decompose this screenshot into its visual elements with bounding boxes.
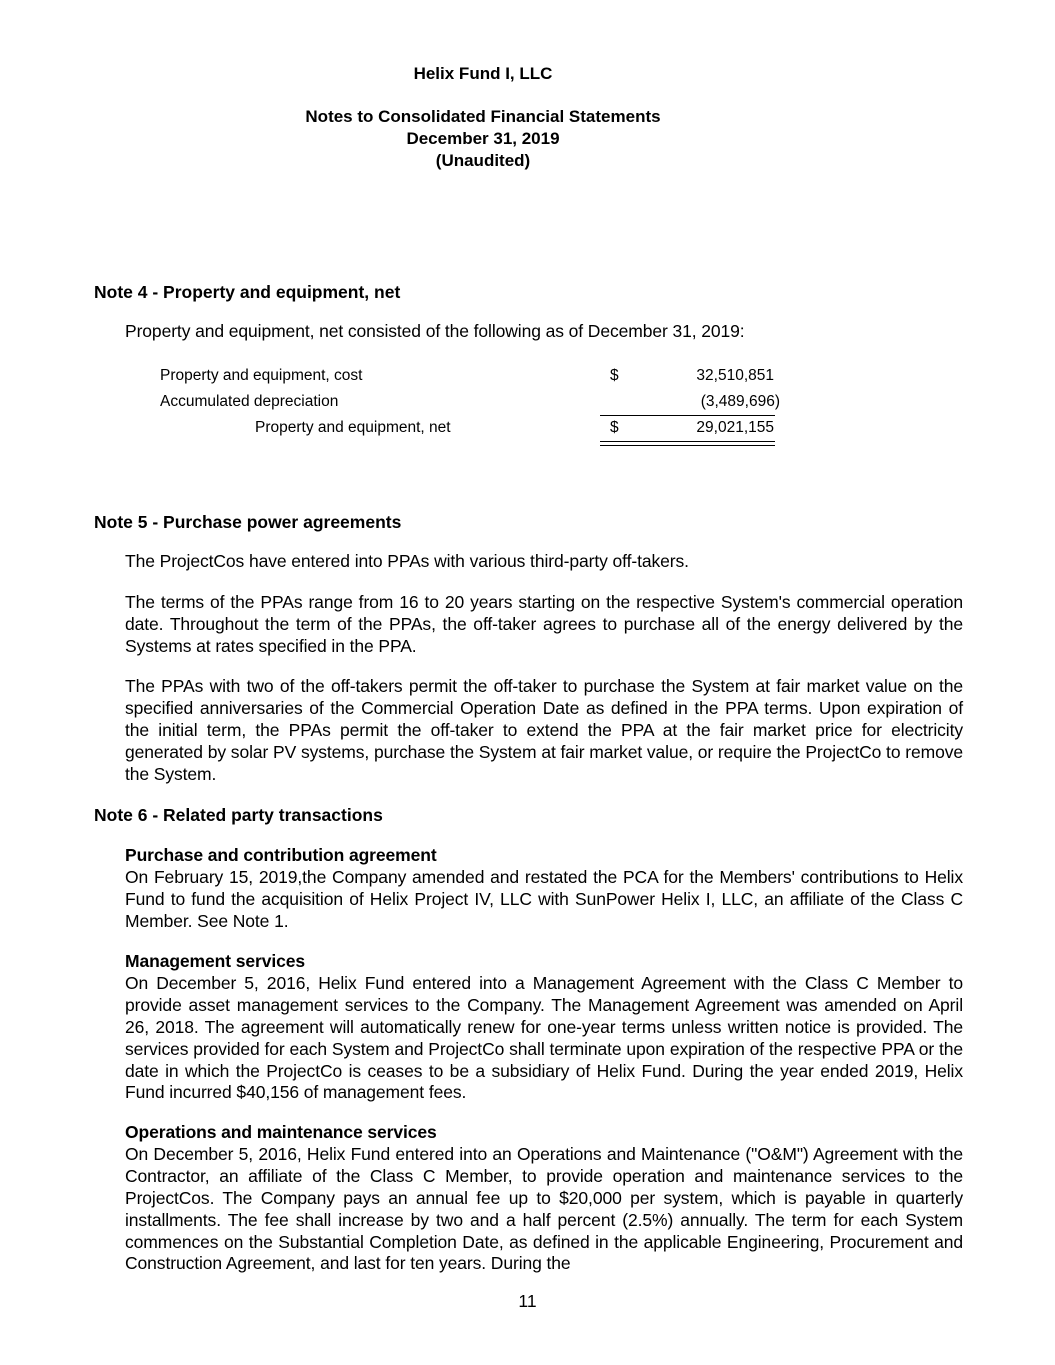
currency-symbol: $ [610,367,619,384]
note-4-heading: Note 4 - Property and equipment, net [94,282,401,302]
note-6-section [125,1122,963,1275]
statement-title: Notes to Consolidated Financial Statements [305,107,661,126]
section-title: Management services [125,951,305,971]
section-body: On December 5, 2016, Helix Fund entered into an Operations and Maintenance ("O&M") Agreement with the Contractor, an affiliate of the Class C Member, to provide operation and maintenance services to the ProjectCos. The Company pays an annual fee up to $20,000 per system, which is payable in quarterly installments. The fee shall increase by two and a half percent (2.5%) annually. The term for each System commences on the Substantial Completion Date, as defined in the applicable Engineering, Procurement and Construction Agreement, and last for ten years. During the [125,1143,963,1274]
note-5-paragraph: The PPAs with two of the off-takers permit the off-taker to purchase the System at fair market value on the specified anniversaries of the Commercial Operation Date as defined in the PPA terms. Upon expiration of the initial term, the PPAs permit the off-taker to extend the PPA at the fair market price for electricity generated by solar PV systems, purchase the System at fair market value, or require the ProjectCo to remove the System. [125,676,963,784]
section-title: Purchase and contribution agreement [125,845,437,865]
row-label: Accumulated depreciation [160,393,339,410]
statement-date: December 31, 2019 [406,129,560,148]
currency-symbol: $ [610,419,619,436]
statement-title-block [0,106,966,172]
note-5-paragraph: The ProjectCos have entered into PPAs with various third-party off-takers. [125,551,689,571]
table-row [160,389,780,415]
note-6-section [125,845,963,933]
row-amount: 29,021,155 [696,419,774,436]
section-body: On February 15, 2019,the Company amended and restated the PCA for the Members' contributions to Helix Fund to fund the acquisition of Helix Project IV, LLC with SunPower Helix I, LLC, an affiliate of the Class C Member. See Note 1. [125,866,963,931]
note-5-heading: Note 5 - Purchase power agreements [94,512,402,532]
section-title: Operations and maintenance services [125,1122,437,1142]
row-label: Property and equipment, cost [160,367,363,384]
company-name: Helix Fund I, LLC [413,64,553,83]
note-6-heading: Note 6 - Related party transactions [94,805,383,825]
row-amount: (3,489,696) [700,393,780,410]
page-number: 11 [518,1291,537,1311]
row-label: Property and equipment, net [255,419,451,436]
note-4-intro: Property and equipment, net consisted of the following as of December 31, 2019: [125,321,745,341]
table-row-total [160,415,780,441]
note-6-section [125,951,963,1104]
total-double-rule [600,441,775,446]
row-amount: 32,510,851 [696,367,774,384]
audit-status: (Unaudited) [435,151,531,170]
property-equipment-table [160,363,780,441]
note-5-paragraph: The terms of the PPAs range from 16 to 20 years starting on the respective System's commercial operation date. Throughout the term of the PPAs, the off-taker agrees to purchase all of the energy delivered by the Systems at rates specified in the PPA. [125,592,963,656]
subtotal-rule [600,415,775,416]
section-body: On December 5, 2016, Helix Fund entered into a Management Agreement with the Class C Member to provide asset management services to the Company. The Management Agreement was amended on April 26, 2018. The agreement will automatically renew for one-year terms unless written notice is provided. The services provided for each System and ProjectCo shall terminate upon expiration of the respective PPA or the date in which the ProjectCo is ceases to be a subsidiary of Helix Fund. During the year ended 2019, Helix Fund incurred $40,156 of management fees. [125,972,963,1103]
table-row [160,363,780,389]
